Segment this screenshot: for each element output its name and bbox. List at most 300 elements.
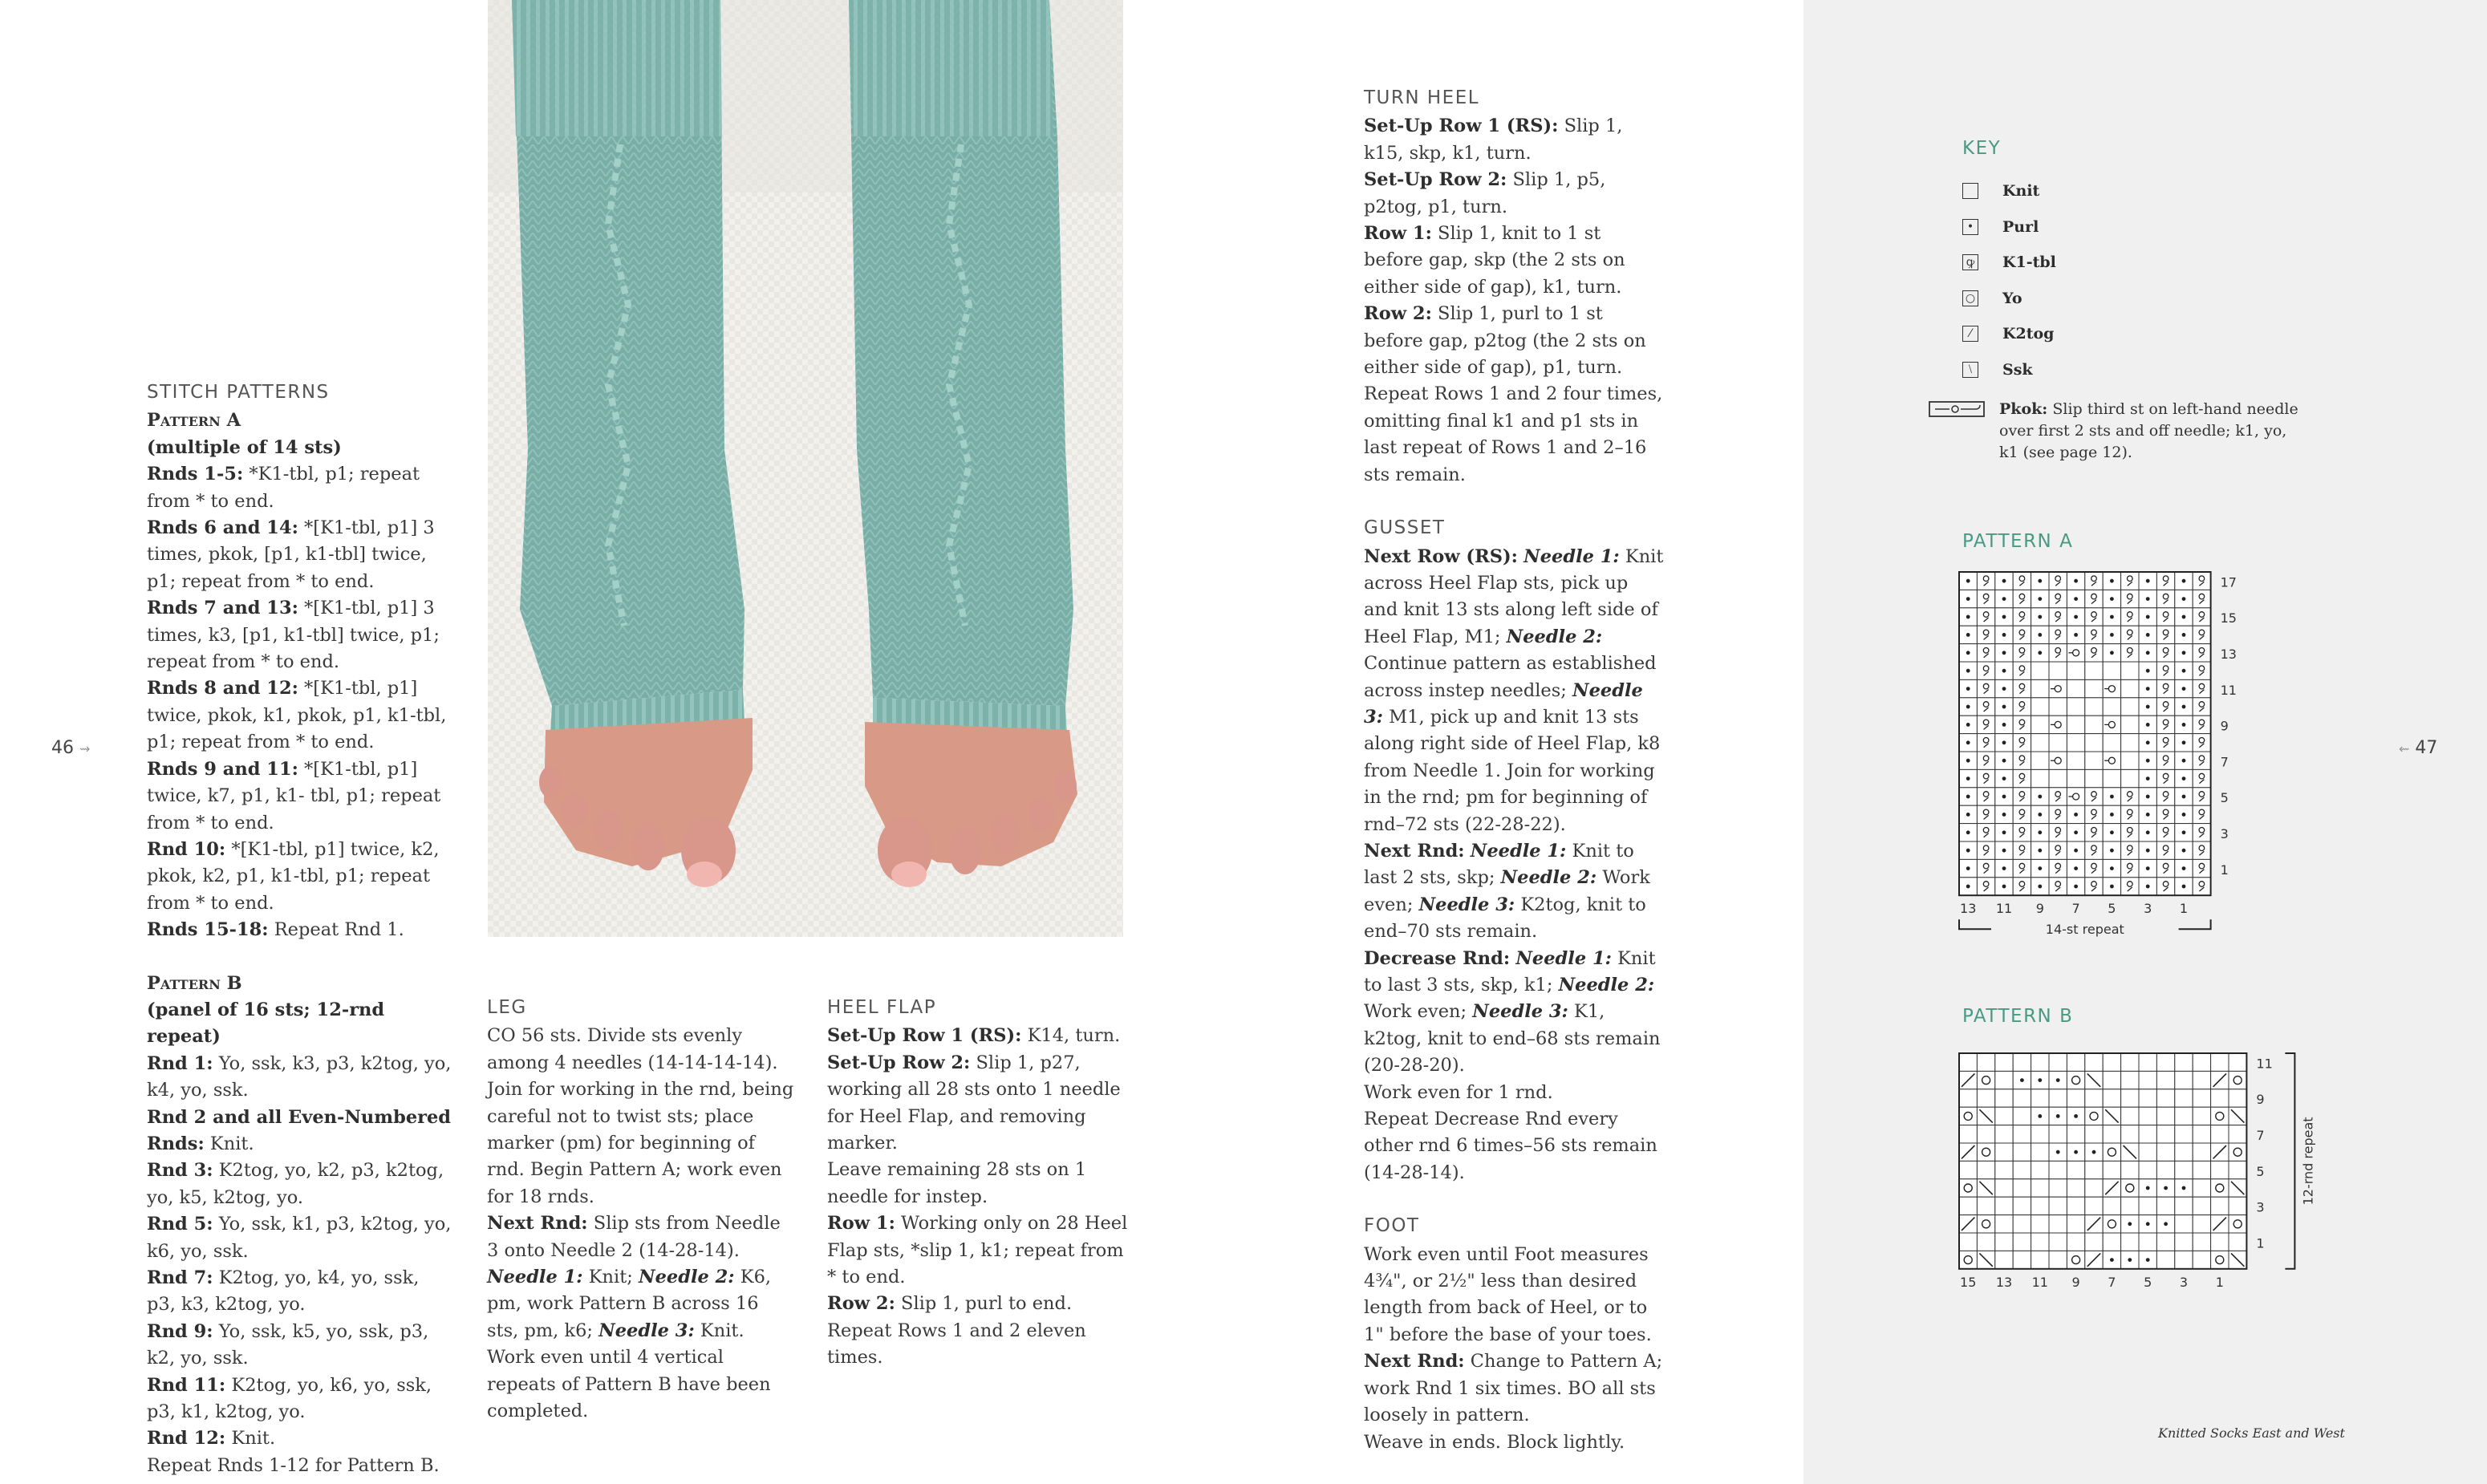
pattern-b-end: Repeat Rnds 1-12 for Pattern B. — [147, 1454, 440, 1476]
chart-cell — [1995, 1215, 2013, 1233]
gusset-next-row: Next Row (RS): Needle 1: Knit across Heel Flap sts, pick up and knit 13 sts along left side of Heel Flap, M1; Needle 2: Continue pattern as established across instep needles; Needle 3: M1, pick up and knit 13 sts along right side of Heel Flap, k8 from Needle 1. Join for working in the rnd; pm for beginning of rnd–72 sts (22-28-22). — [1364, 545, 1664, 835]
row-number-label: 15 — [2220, 610, 2237, 626]
chart-cell — [2229, 1161, 2246, 1178]
repeat-bracket — [2285, 1053, 2294, 1269]
chart-cell — [2013, 1215, 2031, 1233]
chart-cell — [2031, 1143, 2049, 1161]
pattern-a-chart — [1958, 566, 2246, 951]
chart-cell — [2049, 769, 2067, 787]
chart-cell — [2211, 1197, 2229, 1214]
pattern-a-row: Rnds 6 and 14: *[K1-tbl, p1] 3 times, pkok, [p1, k1-tbl] twice, p1; repeat from * to end. — [147, 517, 435, 592]
chart-cell — [2031, 1233, 2049, 1251]
chart-cell — [2067, 1197, 2084, 1214]
chart-cell — [1959, 1161, 1977, 1178]
chart-cell — [2067, 1215, 2084, 1233]
chart-cell — [2067, 734, 2084, 752]
chart-cell — [2175, 1125, 2193, 1143]
heel-flap-row: Leave remaining 28 sts on 1 needle for instep. — [827, 1159, 1087, 1207]
purl-stitch-mark — [2038, 830, 2042, 834]
chart-cell — [2121, 1179, 2139, 1197]
key-item-yo: ○ Yo — [1962, 281, 2056, 317]
chart-cell — [2085, 662, 2103, 679]
chart-cell — [1977, 1053, 1994, 1071]
key-item-knit: Knit — [1962, 173, 2056, 209]
chart-cell — [2211, 1089, 2229, 1107]
row-number-label: 7 — [2256, 1128, 2265, 1143]
chart-cell — [2156, 1233, 2174, 1251]
chart-cell — [2103, 698, 2120, 716]
chart-cell — [2193, 1125, 2210, 1143]
purl-stitch-mark — [1966, 866, 1970, 870]
purl-stitch-mark — [2146, 813, 2150, 817]
ssk-symbol-icon: ⧵ — [1962, 362, 1978, 378]
purl-stitch-mark — [1966, 813, 1970, 817]
chart-cell — [2103, 734, 2120, 752]
chart-cell — [2031, 679, 2049, 697]
chart-cell — [2085, 698, 2103, 716]
purl-stitch-mark — [2146, 597, 2150, 601]
column-number-label: 9 — [2071, 1274, 2080, 1290]
purl-stitch-mark — [2146, 759, 2150, 763]
heel-flap-row: Set-Up Row 1 (RS): K14, turn. — [827, 1025, 1121, 1047]
purl-stitch-mark — [2110, 633, 2114, 637]
chart-cell — [2049, 1197, 2067, 1214]
chart-cell — [1977, 1125, 1994, 1143]
purl-stitch-mark — [2182, 795, 2186, 799]
chart-cell — [2085, 769, 2103, 787]
purl-stitch-mark — [2182, 849, 2186, 853]
chart-cell — [2211, 1233, 2229, 1251]
purl-stitch-mark — [2110, 849, 2114, 853]
chart-cell — [2121, 1107, 2139, 1125]
purl-stitch-mark — [2182, 705, 2186, 709]
column-number-label: 7 — [2071, 901, 2080, 917]
chart-cell — [2067, 769, 2084, 787]
chart-cell — [1977, 1161, 1994, 1178]
chart-cell — [2031, 1053, 2049, 1071]
chart-cell — [1959, 1053, 1977, 1071]
row-number-label: 7 — [2220, 754, 2229, 770]
chart-cell — [2049, 1179, 2067, 1197]
chart-cell — [2121, 679, 2139, 697]
pattern-a-row: Rnds 9 and 11: *[K1-tbl, p1] twice, k7, p1, k1- tbl, p1; repeat from * to end. — [147, 758, 441, 833]
chart-cell — [2156, 1143, 2174, 1161]
chart-cell — [2103, 1071, 2120, 1089]
purl-stitch-mark — [2128, 1222, 2132, 1226]
instructions-column — [1364, 85, 1665, 1456]
chart-cell — [1995, 1179, 2013, 1197]
purl-stitch-mark — [2182, 830, 2186, 834]
chart-cell — [2211, 1251, 2229, 1268]
purl-stitch-mark — [2146, 866, 2150, 870]
column-number-label: 5 — [2108, 901, 2116, 917]
chart-cell — [1995, 1233, 2013, 1251]
chart-cell — [2031, 752, 2049, 769]
pattern-b-chart-heading: PATTERN B — [1962, 1006, 2074, 1027]
chart-cell — [1959, 1251, 1977, 1268]
purl-stitch-mark — [2074, 885, 2078, 889]
chart-cell — [2121, 1233, 2139, 1251]
chart-cell — [2013, 1251, 2031, 1268]
repeat-bracket — [2179, 919, 2211, 929]
chart-cell — [2049, 1125, 2067, 1143]
chart-cell — [2067, 1251, 2084, 1268]
stitch-key — [1962, 138, 2056, 387]
leg-heading: LEG — [487, 997, 527, 1018]
purl-stitch-mark — [2074, 849, 2078, 853]
pattern-a-row: Rnds 7 and 13: *[K1-tbl, p1] 3 times, k3, [p1, k1-tbl] twice, p1; repeat from * to end. — [147, 598, 440, 673]
purl-stitch-mark — [2182, 579, 2186, 583]
chart-cell — [1959, 1179, 1977, 1197]
chart-cell — [2229, 1125, 2246, 1143]
gusset-line: Work even for 1 rnd. — [1364, 1081, 1553, 1103]
purl-stitch-mark — [2146, 1222, 2150, 1226]
chart-cell — [2156, 1071, 2174, 1089]
purl-stitch-mark — [2092, 1150, 2096, 1154]
knit-symbol-icon — [1962, 183, 1978, 199]
chart-cell — [2085, 716, 2103, 733]
chart-cell — [2103, 1143, 2120, 1161]
purl-stitch-mark — [1966, 776, 1970, 781]
purl-stitch-mark — [1966, 579, 1970, 583]
chart-cell — [2085, 1053, 2103, 1071]
chart-cell — [1977, 1215, 1994, 1233]
chart-cell — [1959, 1233, 1977, 1251]
chart-cell — [2085, 1197, 2103, 1214]
purl-stitch-mark — [2182, 1186, 2186, 1190]
purl-stitch-mark — [2110, 885, 2114, 889]
purl-stitch-mark — [2128, 1258, 2132, 1262]
purl-stitch-mark — [2002, 669, 2006, 673]
row-number-label: 3 — [2256, 1199, 2265, 1215]
pattern-b-row: Rnd 11: K2tog, yo, k6, yo, ssk, p3, k1, k2tog, yo. — [147, 1374, 432, 1423]
purl-stitch-mark — [2182, 885, 2186, 889]
key-item-purl: • Purl — [1962, 209, 2056, 245]
purl-stitch-mark — [2110, 813, 2114, 817]
chart-cell — [2067, 1179, 2084, 1197]
chart-cell — [2175, 1161, 2193, 1178]
purl-stitch-mark — [2074, 830, 2078, 834]
repeat-label: 12-rnd repeat — [2300, 1117, 2316, 1206]
purl-stitch-mark — [1966, 633, 1970, 637]
right-page-number: ⇜ 47 — [2399, 738, 2438, 758]
chart-cell — [2193, 1089, 2210, 1107]
chart-cell — [2085, 1107, 2103, 1125]
chart-cell — [2067, 752, 2084, 769]
chart-cell — [1977, 1143, 1994, 1161]
chart-cell — [2103, 1215, 2120, 1233]
chart-cell — [2121, 1197, 2139, 1214]
chart-cell — [2229, 1089, 2246, 1107]
chart-cell — [2103, 1053, 2120, 1071]
leg-section — [487, 995, 796, 1425]
purl-stitch-mark — [2002, 633, 2006, 637]
chart-cell — [1959, 1089, 1977, 1107]
column-number-label: 11 — [1995, 901, 2013, 917]
chart-cell — [1995, 1107, 2013, 1125]
chart-cell — [2193, 1143, 2210, 1161]
pattern-a-row: Rnds 8 and 12: *[K1-tbl, p1] twice, pkok, k1, pkok, p1, k1-tbl, p1; repeat from * to end. — [147, 678, 447, 753]
chart-cell — [2175, 1107, 2193, 1125]
chart-cell — [2031, 1089, 2049, 1107]
row-number-label: 5 — [2220, 790, 2229, 806]
chart-cell — [2175, 1071, 2193, 1089]
chart-cell — [2175, 1053, 2193, 1071]
chart-cell — [2229, 1215, 2246, 1233]
gusset-heading: GUSSET — [1364, 517, 1446, 539]
chart-cell — [2049, 1251, 2067, 1268]
chart-cell — [2031, 716, 2049, 733]
chart-cell — [2031, 769, 2049, 787]
chart-cell — [2049, 1161, 2067, 1178]
purl-stitch-mark — [2074, 615, 2078, 619]
turn-heel-row: Set-Up Row 1 (RS): Slip 1, k15, skp, k1, turn. — [1364, 116, 1623, 164]
chart-cell — [2139, 1125, 2156, 1143]
pattern-b-row: Rnd 9: Yo, ssk, k5, yo, ssk, p3, k2, yo, ssk. — [147, 1320, 429, 1369]
purl-stitch-mark — [2182, 615, 2186, 619]
turn-heel-row: Row 1: Slip 1, knit to 1 st before gap, skp (the 2 sts on either side of gap), k1, turn. — [1364, 223, 1625, 298]
chart-cell — [2013, 1179, 2031, 1197]
chart-cell — [2067, 716, 2084, 733]
chart-cell — [2085, 1089, 2103, 1107]
chart-cell — [2156, 1089, 2174, 1107]
chart-cell — [2121, 662, 2139, 679]
purl-stitch-mark — [1966, 759, 1970, 763]
purl-stitch-mark — [2182, 740, 2186, 744]
column-number-label: 15 — [1960, 1274, 1977, 1290]
pattern-b-chart — [1958, 1047, 2316, 1304]
chart-cell — [2049, 734, 2067, 752]
purl-stitch-mark — [2164, 1222, 2168, 1226]
purl-stitch-mark — [2146, 795, 2150, 799]
chart-cell — [2175, 1197, 2193, 1214]
purl-stitch-mark — [2038, 1078, 2042, 1082]
purl-stitch-mark — [1966, 849, 1970, 853]
gusset-decrease-rnd: Decrease Rnd: Needle 1: Knit to last 3 sts, skp, k1; Needle 2: Work even; Needle 3: K1, k2tog, knit to end–68 sts remain (20-28-20). — [1364, 947, 1661, 1077]
chart-cell — [1977, 1089, 1994, 1107]
chart-cell — [2139, 1161, 2156, 1178]
purl-stitch-mark — [2164, 1186, 2168, 1190]
pattern-a-chart-heading: PATTERN A — [1962, 531, 2074, 552]
purl-stitch-mark — [2182, 813, 2186, 817]
key-item-k1tbl: ꝙ K1-tbl — [1962, 245, 2056, 281]
chart-cell — [2175, 1251, 2193, 1268]
sock-photo — [488, 0, 1123, 937]
book-title-footer: Knitted Socks East and West — [2158, 1425, 2345, 1441]
repeat-bracket — [1959, 919, 1991, 929]
row-number-label: 9 — [2256, 1092, 2265, 1108]
chart-cell — [1995, 1125, 2013, 1143]
pattern-b-row: Rnd 3: K2tog, yo, k2, p3, k2tog, yo, k5, k2tog, yo. — [147, 1160, 444, 1208]
row-number-label: 1 — [2220, 862, 2229, 878]
purl-stitch-mark — [2074, 813, 2078, 817]
chart-cell — [2121, 769, 2139, 787]
chart-cell — [2103, 1197, 2120, 1214]
chart-cell — [2031, 698, 2049, 716]
chart-cell — [2013, 1107, 2031, 1125]
purl-stitch-mark — [2002, 651, 2006, 655]
chart-cell — [2049, 1089, 2067, 1107]
purl-stitch-mark — [2110, 830, 2114, 834]
purl-stitch-mark — [2182, 633, 2186, 637]
chart-cell — [2067, 1053, 2084, 1071]
chart-cell — [2085, 679, 2103, 697]
foot-next-rnd: Next Rnd: Change to Pattern A; work Rnd 1 six times. BO all sts loosely in pattern. — [1364, 1351, 1663, 1426]
purl-stitch-mark — [2074, 579, 2078, 583]
foot-line: Work even until Foot measures 4¾", or 2½" less than desired length from back of Heel, or to 1" before the base of your toes. — [1364, 1243, 1652, 1345]
purl-stitch-mark — [2146, 615, 2150, 619]
purl-stitch-mark — [2002, 776, 2006, 781]
chart-cell — [2156, 1197, 2174, 1214]
chart-cell — [2229, 1053, 2246, 1071]
chart-cell — [2067, 1233, 2084, 1251]
chart-cell — [2085, 1179, 2103, 1197]
purl-stitch-mark — [1966, 740, 1970, 744]
purl-stitch-mark — [2056, 1150, 2060, 1154]
purl-stitch-mark — [2182, 651, 2186, 655]
chart-cell — [2175, 1215, 2193, 1233]
purl-stitch-mark — [2002, 705, 2006, 709]
purl-stitch-mark — [2146, 1258, 2150, 1262]
chart-cell — [2175, 1143, 2193, 1161]
chart-cell — [2139, 1089, 2156, 1107]
purl-stitch-mark — [2002, 687, 2006, 691]
purl-stitch-mark — [2146, 830, 2150, 834]
column-number-label: 3 — [2144, 901, 2152, 917]
turn-heel-row: Set-Up Row 2: Slip 1, p5, p2tog, p1, turn. — [1364, 169, 1606, 217]
purl-stitch-mark — [2074, 1150, 2078, 1154]
purl-stitch-mark — [2110, 795, 2114, 799]
purl-stitch-mark — [2056, 1114, 2060, 1118]
chart-cell — [2067, 662, 2084, 679]
heel-flap-row: Set-Up Row 2: Slip 1, p27, working all 28 sts onto 1 needle for Heel Flap, and removing marker. — [827, 1052, 1121, 1154]
purl-stitch-mark — [2038, 633, 2042, 637]
chart-cell — [2156, 1251, 2174, 1268]
chart-cell — [2103, 769, 2120, 787]
chart-cell — [2139, 1107, 2156, 1125]
chart-cell — [1995, 1197, 2013, 1214]
row-number-label: 11 — [2256, 1056, 2273, 1072]
chart-cell — [2211, 1053, 2229, 1071]
pattern-a-row: Rnds 15-18: Repeat Rnd 1. — [147, 919, 404, 941]
purl-stitch-mark — [2038, 849, 2042, 853]
chart-cell — [2013, 1161, 2031, 1178]
chart-cell — [2156, 1053, 2174, 1071]
gusset-next-rnd: Next Rnd: Needle 1: Knit to last 2 sts, skp; Needle 2: Work even; Needle 3: K2tog, knit to end–70 sts remain. — [1364, 840, 1650, 943]
chart-cell — [2067, 679, 2084, 697]
chart-cell — [1959, 1107, 1977, 1125]
purl-stitch-mark — [2038, 1114, 2042, 1118]
pattern-b-subtitle: (panel of 16 sts; 12-rnd repeat) — [147, 999, 385, 1048]
pattern-b-row: Rnd 2 and all Even-Numbered Rnds: Knit. — [147, 1106, 452, 1154]
purl-stitch-mark — [2074, 866, 2078, 870]
chart-cell — [1995, 1251, 2013, 1268]
chart-cell — [2139, 1053, 2156, 1071]
chart-cell — [2031, 1215, 2049, 1233]
column-number-label: 9 — [2035, 901, 2044, 917]
chart-cell — [2031, 734, 2049, 752]
purl-stitch-mark — [2146, 669, 2150, 673]
column-number-label: 13 — [1960, 901, 1977, 917]
purl-stitch-mark — [2002, 849, 2006, 853]
purl-stitch-mark — [1966, 795, 1970, 799]
chart-cell — [1995, 1161, 2013, 1178]
chart-cell — [2139, 1197, 2156, 1214]
purl-stitch-mark — [2002, 795, 2006, 799]
purl-stitch-mark — [2002, 830, 2006, 834]
purl-stitch-mark — [2182, 759, 2186, 763]
key-item-k2tog: ⁄ K2tog — [1962, 316, 2056, 352]
chart-cell — [2121, 1053, 2139, 1071]
chart-cell — [2193, 1197, 2210, 1214]
chart-cell — [2103, 1161, 2120, 1178]
purl-symbol-icon: • — [1962, 219, 1978, 235]
purl-stitch-mark — [2110, 615, 2114, 619]
purl-stitch-mark — [2002, 597, 2006, 601]
chart-cell — [2085, 734, 2103, 752]
chart-cell — [2067, 698, 2084, 716]
purl-stitch-mark — [2038, 885, 2042, 889]
purl-stitch-mark — [2146, 687, 2150, 691]
chart-cell — [2121, 752, 2139, 769]
pkok-description: Pkok: Slip third st on left-hand needle over first 2 sts and off needle; k1, yo, k1 (see page 12). — [1999, 400, 2298, 461]
key-item-ssk: ⧵ Ssk — [1962, 352, 2056, 388]
chart-cell — [1977, 1071, 1994, 1089]
purl-stitch-mark — [2146, 776, 2150, 781]
column-number-label: 1 — [2179, 901, 2189, 917]
chart-cell — [1995, 1143, 2013, 1161]
column-number-label: 3 — [2179, 1274, 2189, 1290]
purl-stitch-mark — [2002, 579, 2006, 583]
column-number-label: 5 — [2144, 1274, 2152, 1290]
pattern-a-row: Rnds 1-5: *K1-tbl, p1; repeat from * to end. — [147, 464, 420, 512]
left-page-number: 46 ⇝ — [51, 738, 91, 758]
chart-cell — [2193, 1053, 2210, 1071]
pattern-b-row: Rnd 7: K2tog, yo, k4, yo, ssk, p3, k3, k2tog, yo. — [147, 1267, 420, 1316]
stitch-patterns-column — [147, 379, 452, 1479]
purl-stitch-mark — [2146, 579, 2150, 583]
chart-cell — [2121, 1161, 2139, 1178]
purl-stitch-mark — [2146, 723, 2150, 727]
chart-cell — [2211, 1125, 2229, 1143]
row-number-label: 1 — [2256, 1235, 2265, 1251]
purl-stitch-mark — [2110, 651, 2114, 655]
purl-stitch-mark — [2002, 759, 2006, 763]
purl-stitch-mark — [2002, 740, 2006, 744]
chart-cell — [2139, 1143, 2156, 1161]
foot-line: Weave in ends. Block lightly. — [1364, 1431, 1625, 1453]
chart-cell — [2121, 1071, 2139, 1089]
purl-stitch-mark — [1966, 597, 1970, 601]
chart-cell — [2193, 1233, 2210, 1251]
purl-stitch-mark — [1966, 705, 1970, 709]
chart-cell — [2139, 1071, 2156, 1089]
chart-cell — [2229, 1233, 2246, 1251]
row-number-label: 11 — [2220, 682, 2237, 698]
chart-cell — [2085, 1233, 2103, 1251]
chart-cell — [2193, 1161, 2210, 1178]
chart-cell — [2085, 1161, 2103, 1178]
chart-cell — [2156, 1125, 2174, 1143]
purl-stitch-mark — [2074, 1114, 2078, 1118]
chart-cell — [2175, 1089, 2193, 1107]
purl-stitch-mark — [1966, 830, 1970, 834]
yo-symbol-icon: ○ — [1962, 290, 1978, 306]
chart-cell — [2211, 1179, 2229, 1197]
pattern-a-subtitle: (multiple of 14 sts) — [147, 436, 342, 458]
purl-stitch-mark — [1966, 687, 1970, 691]
chart-cell — [2031, 1197, 2049, 1214]
